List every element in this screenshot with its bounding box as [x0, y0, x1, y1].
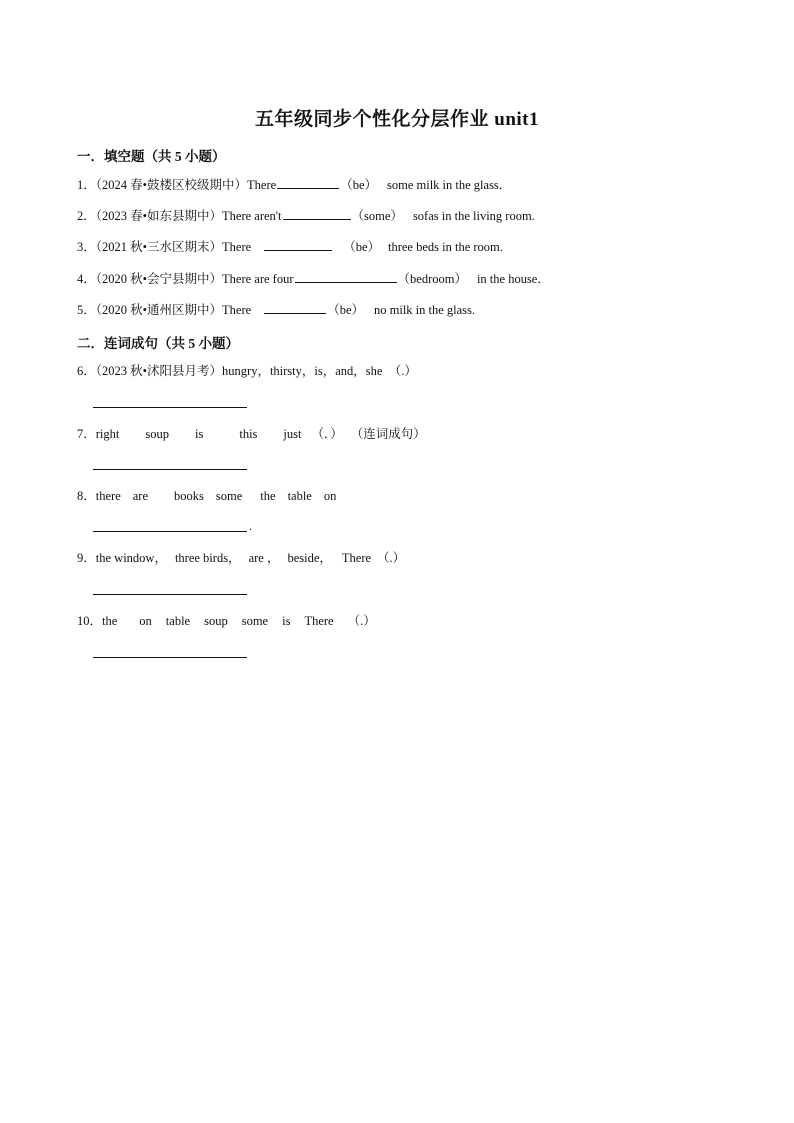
question-text: no milk in the glass.: [374, 303, 476, 317]
question-text: There aren't: [222, 209, 282, 223]
question-2: [77, 207, 535, 224]
question-text: There: [222, 240, 252, 254]
word-chip: just: [283, 427, 302, 441]
word-chip: （.）: [377, 551, 406, 565]
word-chip: table: [165, 614, 191, 628]
question-source: （2023 春•如东县期中）: [95, 209, 223, 223]
answer-blank[interactable]: [295, 270, 397, 283]
question-text: There: [222, 303, 252, 317]
section-heading-word-order: 二．连词成句（共 5 小题）: [77, 336, 239, 351]
question-words: hungry，thirsty，is，and，she （.）: [222, 364, 417, 378]
question-text: three beds in the room.: [388, 240, 503, 254]
answer-blank[interactable]: [283, 207, 351, 220]
question-1: [77, 176, 511, 193]
word-chip: There: [341, 551, 372, 565]
word-chip: right: [95, 427, 120, 441]
question-number: 6．: [77, 364, 96, 378]
question-number: 10．: [77, 614, 103, 628]
word-hint: （be）: [340, 178, 377, 192]
question-number: 1．: [77, 178, 96, 192]
question-number: 4．: [77, 272, 96, 286]
instruction-note: （连词成句）: [350, 427, 426, 441]
word-hint: （be）: [343, 240, 380, 254]
page-title: 五年级同步个性化分层作业 unit1: [255, 109, 539, 130]
word-chip: there: [95, 489, 121, 503]
word-chip: on: [139, 614, 152, 628]
word-chip: three birds，: [174, 551, 241, 565]
word-chip: beside，: [287, 551, 332, 565]
question-7: [77, 426, 426, 442]
section-heading-fill-in: 一．填空题（共 5 小题）: [77, 149, 226, 164]
word-chip: the: [102, 614, 118, 628]
answer-line[interactable]: [93, 407, 247, 408]
word-chip: is: [282, 614, 291, 628]
question-text: There are four: [222, 272, 294, 286]
word-chip: the: [260, 489, 276, 503]
question-text: some milk in the glass．: [387, 178, 512, 192]
question-number: 3．: [77, 240, 96, 254]
question-text: There: [247, 178, 277, 192]
word-chip: table: [287, 489, 312, 503]
word-hint: （be）: [327, 303, 364, 317]
word-chip: （.）: [347, 614, 376, 628]
answer-blank[interactable]: [264, 301, 326, 314]
word-hint: （bedroom）: [397, 272, 467, 286]
word-chip: There: [304, 614, 334, 628]
question-4: [77, 270, 550, 287]
question-source: （2020 秋•通州区期中）: [95, 303, 223, 317]
question-number: 2．: [77, 209, 96, 223]
question-9: [77, 550, 405, 566]
question-8: [77, 488, 336, 504]
word-chip: some: [241, 614, 269, 628]
word-chip: books: [174, 489, 204, 503]
word-chip: some: [215, 489, 243, 503]
question-number: 8．: [77, 489, 96, 503]
word-chip: is: [195, 427, 204, 441]
word-chip: soup: [145, 427, 169, 441]
answer-blank[interactable]: [277, 176, 339, 189]
word-chip: this: [239, 427, 258, 441]
sentence-period: .: [249, 518, 253, 533]
question-source: （2021 秋•三水区期末）: [95, 240, 223, 254]
word-chip: soup: [204, 614, 228, 628]
answer-line[interactable]: [93, 469, 247, 470]
word-chip: are: [132, 489, 149, 503]
answer-line[interactable]: [93, 531, 247, 532]
answer-line[interactable]: [93, 657, 247, 658]
word-chip: （．）: [311, 427, 343, 441]
word-hint: （some）: [351, 209, 403, 223]
answer-blank[interactable]: [264, 238, 332, 251]
question-number: 7．: [77, 427, 96, 441]
word-chip: the window，: [95, 551, 167, 565]
question-source: （2020 秋•会宁县期中）: [95, 272, 223, 286]
question-number: 9．: [77, 551, 96, 565]
question-5: [77, 301, 475, 318]
question-source: （2024 春•鼓楼区校级期中）: [95, 178, 248, 192]
word-chip: on: [323, 489, 337, 503]
question-text: sofas in the living room.: [412, 209, 535, 223]
question-6: [77, 363, 417, 379]
question-text: in the house．: [476, 272, 550, 286]
question-source: （2023 秋•沭阳县月考）: [95, 364, 223, 378]
question-10: [77, 613, 376, 629]
answer-line[interactable]: [93, 594, 247, 595]
word-chip: are ，: [248, 551, 280, 565]
question-number: 5．: [77, 303, 96, 317]
question-3: [77, 238, 503, 255]
